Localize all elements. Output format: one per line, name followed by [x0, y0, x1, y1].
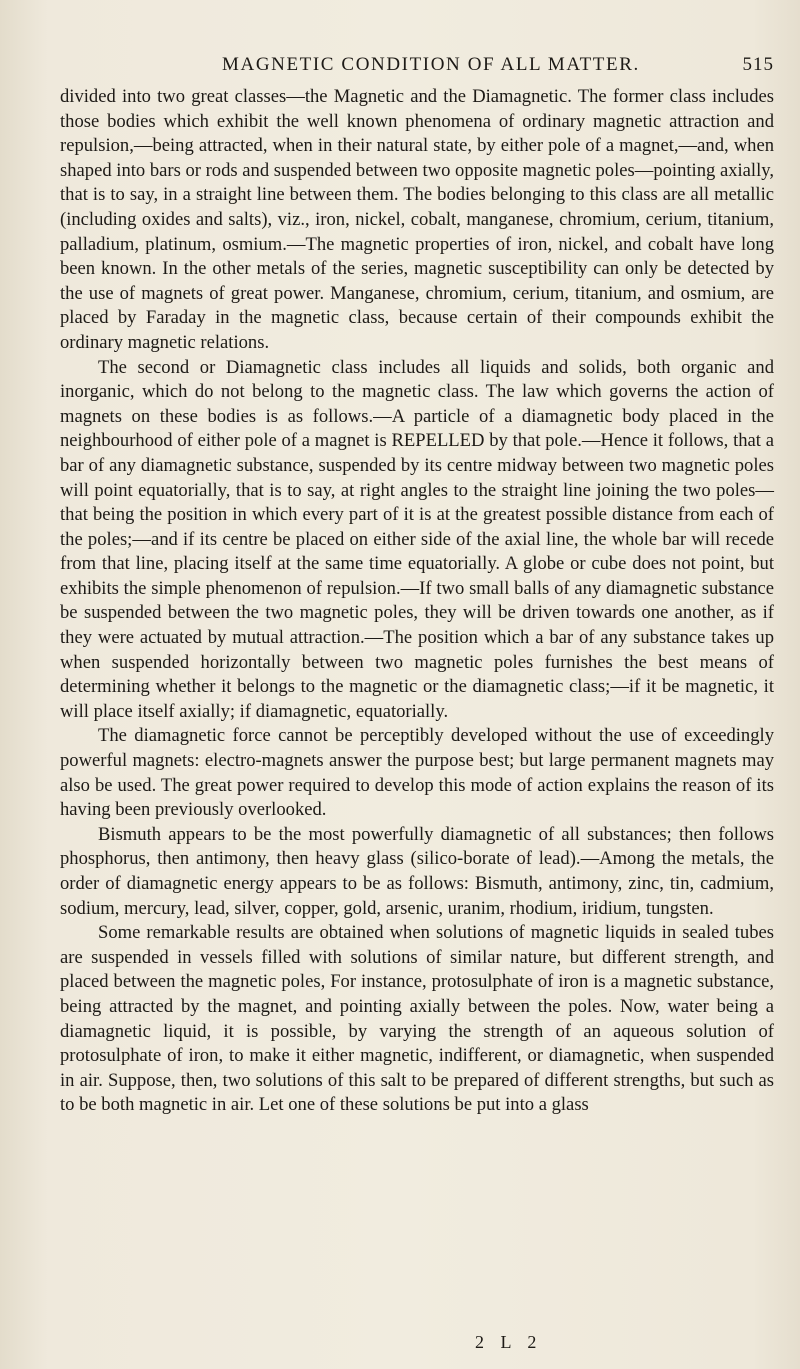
page-header — [60, 54, 774, 84]
page-number: 515 — [742, 54, 774, 75]
signature-mark: 2 L 2 — [475, 1332, 543, 1352]
paragraph-4: Bismuth appears to be the most powerfully diamagnetic of all substances; then follows phosphorus, then antimony, then heavy glass (silico-borate of lead).—Among the metals, the order of diamagnetic energy appears to be as follows: Bismuth, antimony, zinc, tin, cadmium, sodium, mercury, lead, silver, copper, gold, arsenic, uranim, rhodium, iridium, tungsten. — [60, 823, 774, 919]
body-text — [60, 85, 774, 1118]
paragraph-2: The second or Diamagnetic class includes all liquids and solids, both organic and inorganic, which do not belong to the magnetic class. The law which governs the action of magnets on these bodies is as follows.—A particle of a diamagnetic body placed in the neighbourhood of either pole of a magnet is REPELLED by that pole.—Hence it follows, that a bar of any diamagnetic substance, suspended by its centre midway between two magnetic poles will point equatorially, that is to say, at right angles to the straight line joining the two poles—that being the position in which every part of it is at the greatest possible distance from each of the poles;—and if its centre be placed on either side of the axial line, the whole bar will recede from that line, placing itself at the same time equatorially. A globe or cube does not point, but exhibits the simple phenomenon of repulsion.—If two small balls of any diamagnetic substance be suspended between the two magnetic poles, they will be driven towards one another, as if they were actuated by mutual attraction.—The position which a bar of any substance takes up when suspended horizontally between two magnetic poles furnishes the best means of determining whether it belongs to the magnetic or the diamagnetic class;—if it be magnetic, it will place itself axially; if diamagnetic, equatorially. — [60, 356, 774, 722]
running-head: MAGNETIC CONDITION OF ALL MATTER. — [222, 54, 640, 75]
paragraph-3: The diamagnetic force cannot be perceptibly developed without the use of exceedingly powerful magnets: electro-magnets answer the purpose best; but large permanent magnets may also be used. The great power required to develop this mode of action explains the reason of its having been previously overlooked. — [60, 725, 774, 821]
paragraph-1: divided into two great classes—the Magnetic and the Diamagnetic. The former class includes those bodies which exhibit the well known phenomena of ordinary magnetic attraction and repulsion,—being attracted, when in their natural state, by either pole of a magnet,—and, when shaped into bars or rods and suspended between two opposite magnetic poles—pointing axially, that is to say, in a straight line between them. The bodies belonging to this class are all metallic (including oxides and salts), viz., iron, nickel, cobalt, manganese, chromium, cerium, titanium, palladium, platinum, osmium.—The magnetic properties of iron, nickel, and cobalt have long been known. In the other metals of the series, magnetic susceptibility can only be detected by the use of magnets of great power. Manganese, chromium, cerium, titanium, and osmium, are placed by Faraday in the magnetic class, because certain of their compounds exhibit the ordinary magnetic relations. — [60, 86, 774, 353]
paragraph-5: Some remarkable results are obtained when solutions of magnetic liquids in sealed tubes are suspended in vessels filled with solutions of similar nature, but different strength, and placed between the magnetic poles, For instance, protosulphate of iron is a magnetic substance, being attracted by the magnet, and pointing axially between the poles. Now, water being a diamagnetic liquid, it is possible, by varying the strength of an aqueous solution of protosulphate of iron, to make it either magnetic, indifferent, or diamagnetic, when suspended in air. Suppose, then, two solutions of this salt to be prepared of different strengths, but such as to be both magnetic in air. Let one of these solutions be put into a glass — [60, 922, 774, 1116]
